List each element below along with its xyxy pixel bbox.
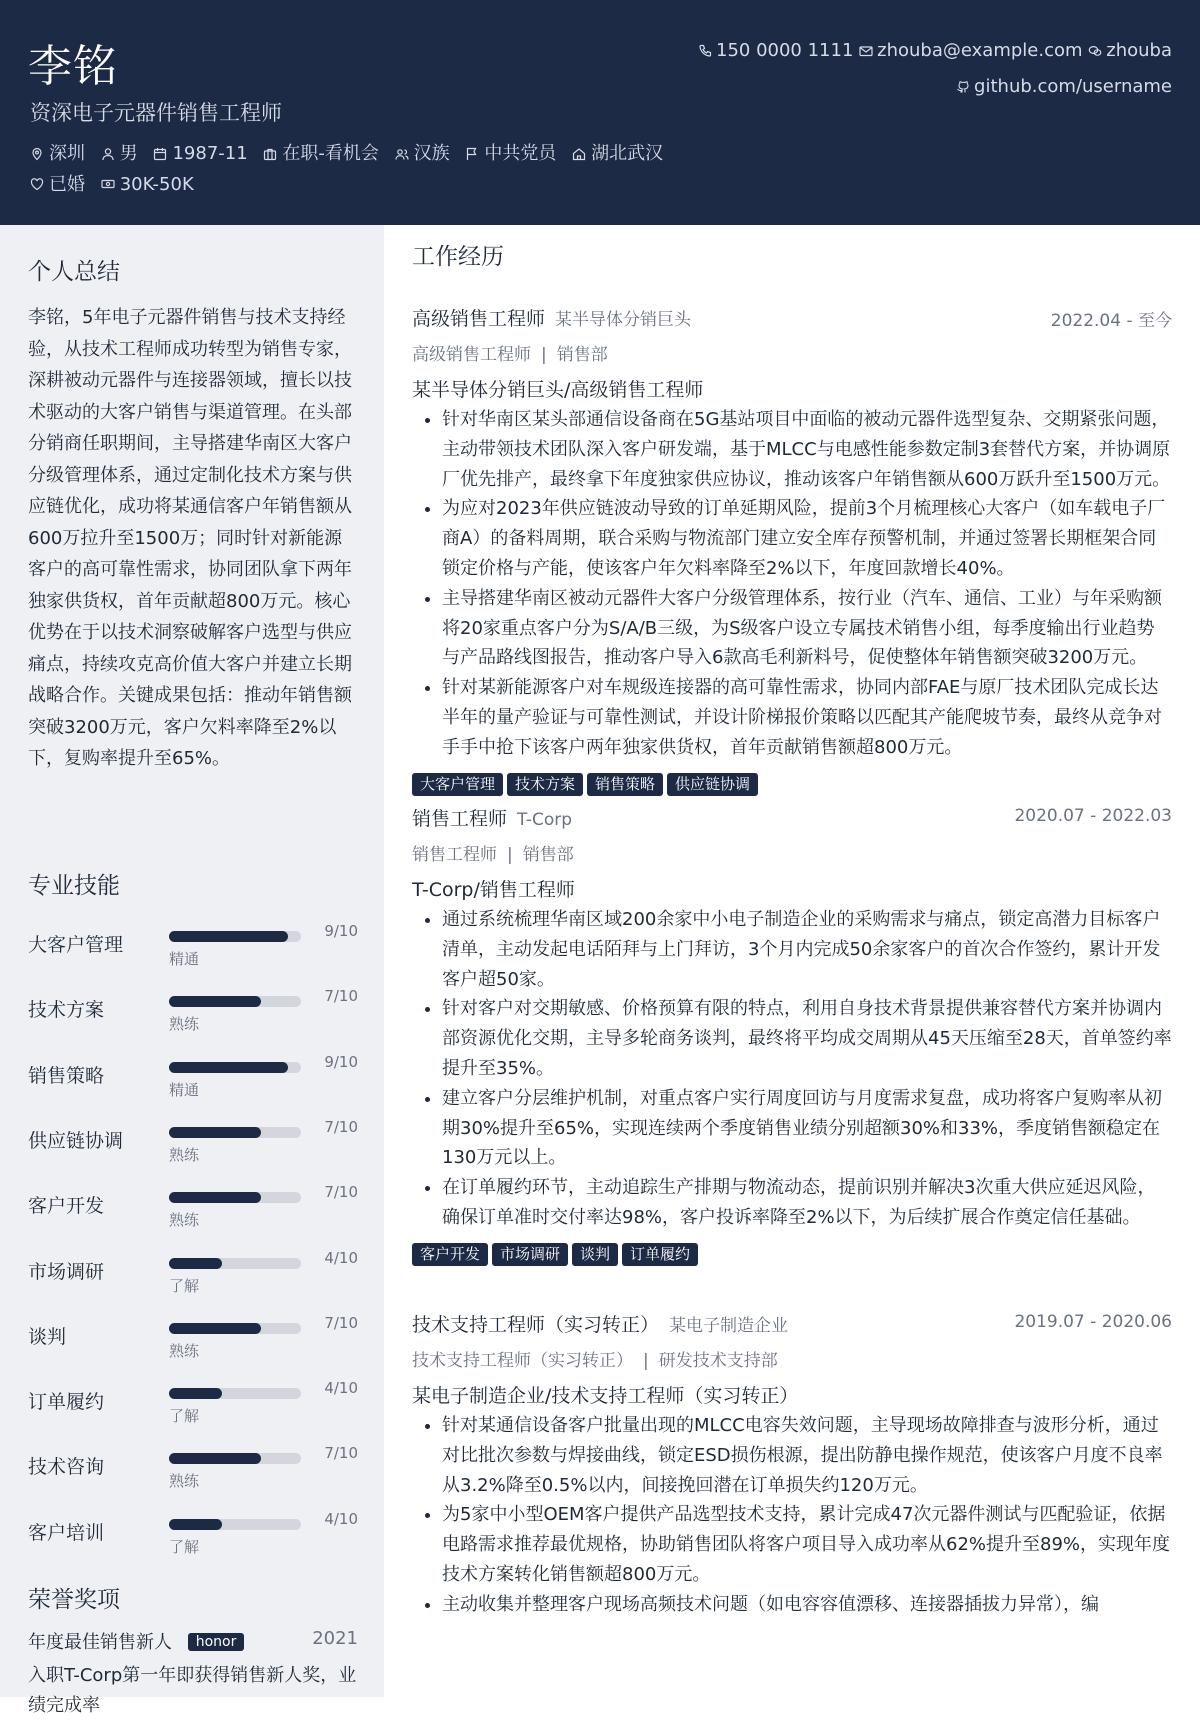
job-period: 2020.07 - 2022.03 — [1014, 806, 1172, 826]
briefcase-icon — [263, 147, 277, 161]
job-header — [412, 304, 1172, 331]
main-content — [384, 225, 1200, 1697]
job-bullet: • 针对华南区某头部通信设备商在5G基站项目中面临的被动元器件选型复杂、交期紧张问题，主动带领技术团队深入客户研发端，基于MLCC与电感性能参数定制3套替代方案，并协调原厂优先排产，最终拿下年度独家供应协议，推动该客户年销售额从600万跃升至1500万元。 — [442, 405, 1172, 494]
skill-score: 7/10 — [324, 1313, 358, 1332]
skill-bar-fill — [169, 1519, 222, 1530]
job-bullet: • 针对某通信设备客户批量出现的MLCC电容失效问题，主导现场故障排查与波形分析，通过对比批次参数与焊接曲线，锁定ESD损伤根源，提出防静电操作规范，使该客户月度不良率从3.2%降至0.5%以内，间接挽回潜在订单损失约120万元。 — [442, 1411, 1172, 1500]
skill-name: 销售策略 — [28, 1064, 105, 1087]
meta-gender: 男 — [101, 139, 138, 168]
work-title: 工作经历 — [412, 244, 504, 270]
meta-location: 深圳 — [30, 139, 85, 168]
skills-title: 专业技能 — [28, 873, 120, 899]
skill-name: 供应链协调 — [28, 1129, 124, 1152]
job-bullet: • 通过系统梳理华南区域200余家中小电子制造企业的采购需求与痛点，锁定高潜力目标客户清单，主动发起电话陌拜与上门拜访，3个月内完成50余家客户的首次合作签约，累计开发客户超50家。 — [442, 905, 1172, 994]
meta-status: 在职-看机会 — [263, 139, 379, 168]
contact-info — [698, 34, 1172, 106]
separator: | — [507, 845, 513, 865]
skill-bar-fill — [169, 1323, 261, 1334]
skill-row — [28, 1509, 358, 1574]
job-role: 高级销售工程师 — [412, 308, 546, 330]
skill-bar-fill — [169, 1258, 222, 1269]
meta-birth: 1987-11 — [153, 139, 247, 168]
skill-row — [28, 1444, 358, 1508]
person-icon — [101, 147, 115, 161]
skill-score: 4/10 — [324, 1509, 358, 1528]
skill-name: 大客户管理 — [28, 934, 124, 956]
job-heading: 某半导体分销巨头/高级销售工程师 — [412, 379, 704, 401]
resume-header — [0, 0, 1200, 225]
skill-level: 了解 — [169, 1276, 200, 1295]
job-bullet: • 建立客户分层维护机制，对重点客户实行周度回访与月度需求复盘，成功将客户复购率从初期30%提升至65%，实现连续两个季度销售业绩分别超额30%和33%，季度销售额稳定在130万元以上。 — [442, 1084, 1172, 1173]
job-bullet: • 针对某新能源客户对车规级连接器的高可靠性需求，协同内部FAE与原厂技术团队完成长达半年的量产验证与可靠性测试，并设计阶梯报价策略以匹配其产能爬坡节奏，最终从竞争对手手中抢下该客户两年独家供货权，首年贡献销售额超800万元。 — [442, 673, 1172, 762]
skill-tag: 销售策略 — [587, 773, 663, 796]
skill-score: 9/10 — [324, 922, 358, 940]
location-icon — [30, 147, 44, 161]
job-dept: 销售部 — [522, 845, 574, 865]
meta-marital: 已婚 — [30, 170, 85, 199]
mail-icon — [859, 44, 873, 58]
job-bullet: • 主动收集并整理客户现场高频技术问题（如电容容值漂移、连接器插拔力异常），编 — [442, 1590, 1172, 1620]
skill-bar — [169, 996, 301, 1007]
job-heading: 某电子制造企业/技术支持工程师（实习转正） — [412, 1385, 799, 1407]
meta-salary: 30K-50K — [101, 170, 194, 199]
skill-tag: 市场调研 — [492, 1243, 568, 1266]
job-role: 技术支持工程师（实习转正） — [412, 1314, 660, 1336]
skill-level: 精通 — [169, 1080, 200, 1099]
skill-row — [28, 1379, 358, 1443]
skill-level: 了解 — [169, 1407, 200, 1426]
job-subline — [412, 1346, 1172, 1371]
job-company: 某半导体分销巨头 — [555, 310, 692, 330]
job-role: 销售工程师 — [412, 808, 508, 830]
skill-level: 熟练 — [169, 1015, 200, 1034]
job-sub-role: 技术支持工程师（实习转正） — [412, 1351, 633, 1371]
skill-bar-fill — [169, 1062, 288, 1073]
job-period: 2022.04 - 至今 — [1050, 311, 1172, 331]
skill-level: 熟练 — [169, 1472, 200, 1491]
skill-score: 4/10 — [324, 1379, 358, 1398]
heart-icon — [30, 177, 44, 191]
skill-tag: 订单履约 — [622, 1243, 698, 1266]
job-header — [412, 804, 1172, 831]
job-period: 2019.07 - 2020.06 — [1014, 1312, 1172, 1332]
skill-bar — [169, 1519, 301, 1530]
skill-tag: 供应链协调 — [667, 773, 758, 796]
skill-level: 熟练 — [169, 1145, 200, 1164]
separator: | — [541, 345, 547, 365]
job-bullets — [412, 905, 1172, 1233]
people-icon — [395, 147, 409, 161]
contact-email[interactable]: zhouba@example.com — [859, 34, 1082, 68]
skill-score: 4/10 — [324, 1248, 358, 1267]
job-company: 某电子制造企业 — [669, 1316, 789, 1336]
honor-year: 2021 — [312, 1628, 358, 1649]
phone-icon — [698, 44, 712, 58]
contact-wechat[interactable]: zhouba — [1088, 34, 1172, 68]
skill-tag: 技术方案 — [507, 773, 583, 796]
wechat-icon — [1088, 44, 1102, 58]
job-tags — [412, 773, 1172, 796]
job-tags — [412, 1243, 1172, 1266]
job-entry — [412, 1310, 1172, 1620]
skill-name: 谈判 — [28, 1325, 67, 1348]
skill-row — [28, 1248, 358, 1313]
skill-name: 客户开发 — [28, 1195, 105, 1218]
skill-bar — [169, 1323, 301, 1334]
money-icon — [101, 177, 115, 191]
meta-ethnicity: 汉族 — [395, 139, 450, 168]
job-bullets — [412, 1411, 1172, 1620]
summary-title: 个人总结 — [28, 259, 120, 285]
candidate-name: 李铭 — [28, 41, 118, 92]
skill-name: 客户培训 — [28, 1521, 105, 1544]
candidate-title: 资深电子元器件销售工程师 — [30, 101, 282, 125]
skill-row — [28, 1183, 358, 1247]
skill-row — [28, 1313, 358, 1378]
skill-bar-fill — [169, 1453, 261, 1464]
skill-score: 9/10 — [324, 1052, 358, 1071]
job-entry — [412, 304, 1172, 796]
skill-bar-fill — [169, 1192, 261, 1203]
home-icon — [572, 147, 586, 161]
honors-title: 荣誉奖项 — [28, 1587, 120, 1613]
skill-bar — [169, 1258, 301, 1269]
skill-tag: 大客户管理 — [412, 773, 503, 796]
job-bullet: • 为5家中小型OEM客户提供产品选型技术支持，累计完成47次元器件测试与匹配验证，依据电路需求推荐最优规格，协助销售团队将客户项目导入成功率从62%提升至89%，实现年度技术方案转化销售额超800万元。 — [442, 1500, 1172, 1589]
honor-name: 年度最佳销售新人 — [28, 1632, 172, 1653]
skill-bar — [169, 1062, 301, 1073]
skill-row — [28, 1117, 358, 1182]
summary-text: 李铭，5年电子元器件销售与技术支持经验，从技术工程师成功转型为销售专家，深耕被动元器件与连接器领域，擅长以技术驱动的大客户销售与渠道管理。在头部分销商任职期间，主导搭建华南区大客户分级管理体系，通过定制化技术方案与供应链优化，成功将某通信客户年销售额从600万拉升至1500万；同时针对新能源客户的高可靠性需求，协同团队拿下两年独家供货权，首年贡献超800万元。核心优势在于以技术洞察破解客户选型与供应痛点，持续攻克高价值大客户并建立长期战略合作。关键成果包括：推动年销售额突破3200万元，客户欠料率降至2%以下，复购率提升至65%。 — [28, 307, 352, 769]
skill-bar-fill — [169, 996, 261, 1007]
sidebar — [0, 225, 384, 1716]
skill-level: 熟练 — [169, 1341, 200, 1360]
skill-row — [28, 1052, 358, 1117]
skill-bar — [169, 1453, 301, 1464]
skill-tag: 谈判 — [572, 1243, 618, 1266]
honor-badge: honor — [188, 1633, 245, 1651]
job-dept: 研发技术支持部 — [658, 1351, 778, 1371]
skill-name: 市场调研 — [28, 1260, 105, 1283]
skill-bar — [169, 1127, 301, 1138]
job-bullet: • 针对客户对交期敏感、价格预算有限的特点，利用自身技术背景提供兼容替代方案并协调内部资源优化交期，主导多轮商务谈判，最终将平均成交周期从45天压缩至28天，首单签约率提升至35%。 — [442, 994, 1172, 1083]
personal-info — [30, 139, 730, 200]
skill-bar — [169, 931, 301, 942]
github-icon — [956, 80, 970, 94]
meta-hometown: 湖北武汉 — [572, 139, 663, 168]
separator: | — [643, 1351, 649, 1371]
skill-score: 7/10 — [324, 1117, 358, 1136]
honor-desc: 入职T-Corp第一年即获得销售新人奖，业绩完成率 — [28, 1665, 357, 1716]
skill-row — [28, 987, 358, 1051]
job-subline — [412, 340, 1172, 365]
job-heading: T-Corp/销售工程师 — [412, 879, 575, 901]
job-dept: 销售部 — [556, 345, 608, 365]
job-header — [412, 1310, 1172, 1337]
skill-bar — [169, 1388, 301, 1399]
job-sub-role: 高级销售工程师 — [412, 345, 531, 365]
skill-score: 7/10 — [324, 1444, 358, 1463]
contact-phone[interactable]: 150 0000 1111 — [698, 34, 853, 68]
flag-icon — [465, 147, 479, 161]
skill-bar-fill — [169, 1388, 222, 1399]
skill-score: 7/10 — [324, 1183, 358, 1202]
skill-row — [28, 922, 358, 986]
skill-name: 订单履约 — [28, 1391, 105, 1414]
honor-item — [28, 1628, 358, 1654]
skill-score: 7/10 — [324, 987, 358, 1006]
skill-bar — [169, 1192, 301, 1203]
job-bullets — [412, 405, 1172, 763]
job-entry — [412, 804, 1172, 1266]
job-company: T-Corp — [517, 810, 573, 830]
job-bullet: • 在订单履约环节，主动追踪生产排期与物流动态，提前识别并解决3次重大供应延迟风险，确保订单准时交付率达98%，客户投诉率降至2%以下，为后续扩展合作奠定信任基础。 — [442, 1173, 1172, 1233]
job-subline — [412, 840, 1172, 865]
meta-politics: 中共党员 — [465, 139, 556, 168]
calendar-icon — [153, 147, 167, 161]
job-bullet: • 主导搭建华南区被动元器件大客户分级管理体系，按行业（汽车、通信、工业）与年采购额将20家重点客户分为S/A/B三级，为S级客户设立专属技术销售小组，每季度输出行业趋势与产品路线图报告，推动客户导入6款高毛利新料号，促使整体年销售额突破3200万元。 — [442, 584, 1172, 673]
skill-bar-fill — [169, 931, 288, 942]
skill-level: 精通 — [169, 950, 200, 968]
contact-github[interactable]: github.com/username — [956, 70, 1172, 104]
skill-level: 熟练 — [169, 1211, 200, 1230]
skill-tag: 客户开发 — [412, 1243, 488, 1266]
skill-name: 技术方案 — [28, 999, 105, 1022]
job-bullet: • 为应对2023年供应链波动导致的订单延期风险，提前3个月梳理核心大客户（如车载电子厂商A）的备料周期，联合采购与物流部门建立安全库存预警机制，并通过签署长期框架合同锁定价格与产能，使该客户年欠料率降至2%以下，年度回款增长40%。 — [442, 494, 1172, 583]
skill-level: 了解 — [169, 1537, 200, 1556]
skill-name: 技术咨询 — [28, 1456, 105, 1479]
job-sub-role: 销售工程师 — [412, 845, 497, 865]
skill-bar-fill — [169, 1127, 261, 1138]
